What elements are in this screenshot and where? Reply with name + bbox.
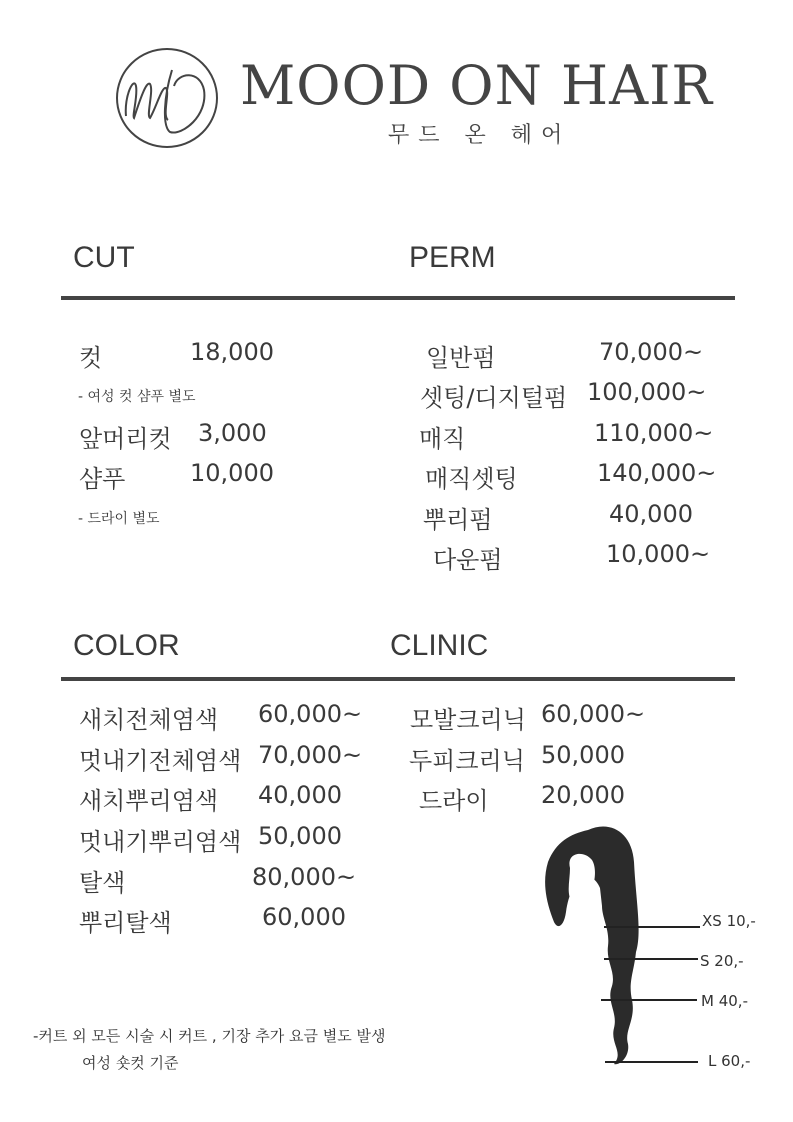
- clinic-item-price: 50,000: [541, 741, 625, 769]
- color-item-name: 새치전체염색: [79, 706, 219, 734]
- cut-item-price: 10,000: [190, 459, 274, 487]
- color-item-name: 뿌리탈색: [79, 909, 172, 937]
- perm-item-price: 140,000~: [597, 459, 717, 487]
- clinic-item-name: 모발크리닉: [410, 706, 526, 734]
- section-divider-color-clinic: [61, 677, 735, 681]
- length-line-s: [604, 958, 698, 960]
- brand-name: MOOD ON HAIR: [240, 54, 714, 117]
- perm-item-name: 매직: [419, 425, 466, 453]
- cut-item-name: 컷: [79, 344, 103, 372]
- section-title-clinic: CLINIC: [390, 629, 489, 662]
- section-title-color: COLOR: [73, 629, 180, 662]
- perm-item-name: 뿌리펌: [423, 506, 493, 534]
- color-item-price: 40,000: [258, 781, 342, 809]
- length-line-xs: [604, 926, 700, 928]
- length-line-m: [601, 999, 697, 1001]
- perm-item-price: 40,000: [609, 500, 693, 528]
- length-label-s: S 20,-: [700, 952, 744, 970]
- perm-item-price: 70,000~: [599, 338, 704, 366]
- color-item-name: 멋내기뿌리염색: [79, 828, 242, 856]
- perm-item-name: 셋팅/디지털펌: [420, 384, 568, 412]
- clinic-item-price: 20,000: [541, 781, 625, 809]
- perm-item-name: 다운펌: [433, 546, 503, 574]
- perm-item-name: 일반펌: [426, 344, 496, 372]
- color-item-price: 80,000~: [252, 863, 357, 891]
- length-label-m: M 40,-: [701, 992, 748, 1010]
- perm-item-price: 110,000~: [594, 419, 714, 447]
- cut-item-price: 3,000: [198, 419, 267, 447]
- section-title-perm: PERM: [409, 241, 496, 274]
- section-divider-cut-perm: [61, 296, 735, 300]
- color-item-price: 60,000~: [258, 700, 363, 728]
- perm-item-name: 매직셋팅: [425, 465, 518, 493]
- clinic-item-name: 두피크리닉: [409, 747, 525, 775]
- length-label-l: L 60,-: [708, 1052, 751, 1070]
- color-item-price: 60,000: [262, 903, 346, 931]
- footer-note: -커트 외 모든 시술 시 커트 , 기장 추가 요금 별도 발생: [33, 1027, 386, 1045]
- length-line-l: [605, 1061, 698, 1063]
- brand-logo-monogram: [112, 46, 222, 150]
- footer-note-sub: 여성 숏컷 기준: [82, 1054, 179, 1072]
- cut-item-name: 샴푸: [79, 465, 126, 493]
- hair-length-silhouette: [540, 822, 660, 1072]
- clinic-item-price: 60,000~: [541, 700, 646, 728]
- cut-note: - 드라이 별도: [78, 511, 160, 527]
- section-title-cut: CUT: [73, 241, 135, 274]
- length-label-xs: XS 10,-: [702, 912, 756, 930]
- color-item-name: 탈색: [79, 869, 126, 897]
- brand-name-korean: 무드 온 헤어: [388, 123, 572, 148]
- cut-item-name: 앞머리컷: [79, 425, 172, 453]
- color-item-name: 새치뿌리염색: [79, 787, 219, 815]
- clinic-item-name: 드라이: [419, 787, 489, 815]
- perm-item-price: 100,000~: [587, 378, 707, 406]
- perm-item-price: 10,000~: [606, 540, 711, 568]
- color-item-name: 멋내기전체염색: [79, 747, 242, 775]
- cut-note: - 여성 컷 샴푸 별도: [78, 389, 196, 405]
- color-item-price: 70,000~: [258, 741, 363, 769]
- cut-item-price: 18,000: [190, 338, 274, 366]
- color-item-price: 50,000: [258, 822, 342, 850]
